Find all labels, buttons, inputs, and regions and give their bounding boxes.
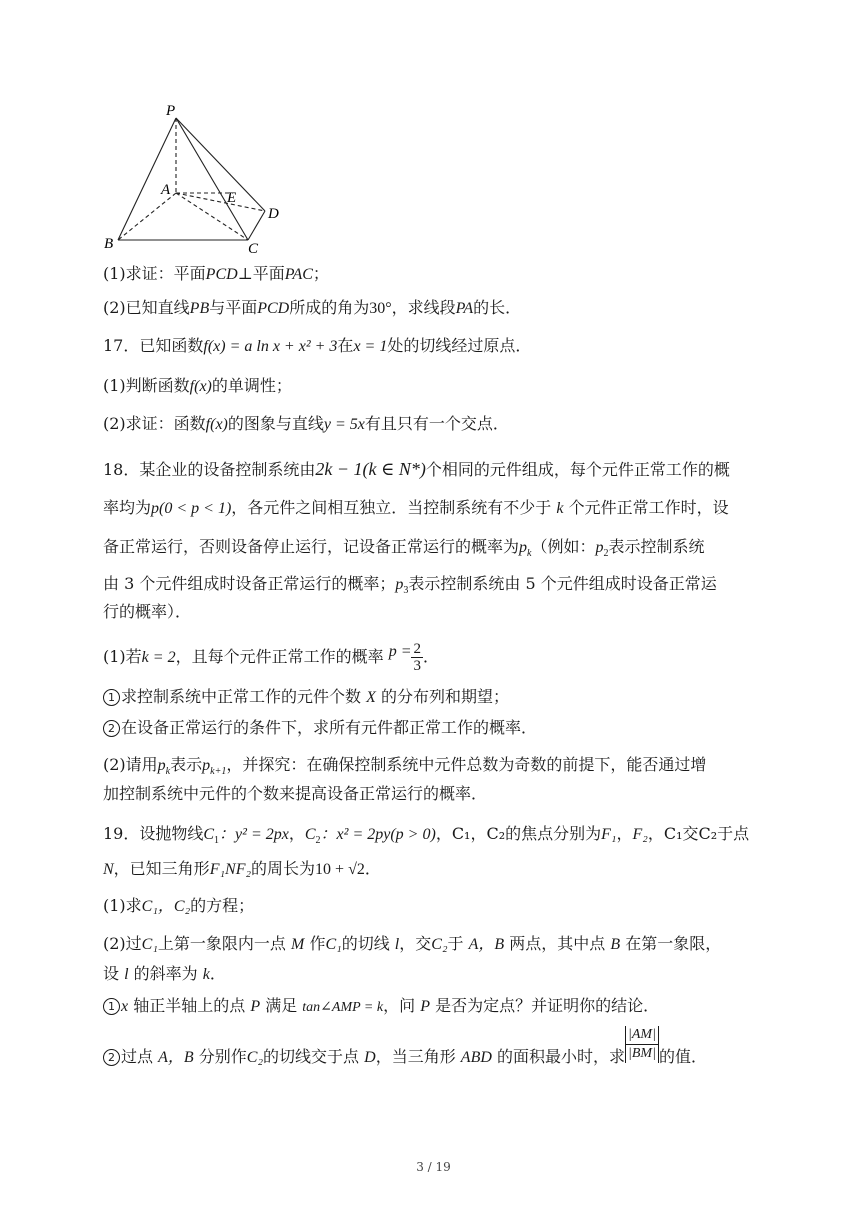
q19-line2: N，已知三角形F₁NF₂的周长为10 + √2． bbox=[103, 859, 381, 878]
q18-line8: 2 在设备正常运行的条件下，求所有元件都正常工作的概率． bbox=[103, 716, 777, 740]
q19-line5: 设 l 的斜率为 k． bbox=[103, 964, 226, 983]
q17-part1: (1)判断函数f(x)的单调性； bbox=[103, 376, 292, 395]
circled-number: 1 bbox=[103, 689, 120, 706]
q19-line4: (2)过C₁上第一象限内一点 M 作C₁的切线 l，交C₂于 A，B 两点，其中点 B 在第一象限， bbox=[103, 934, 722, 953]
edge-CD bbox=[248, 211, 265, 240]
fraction-am-bm: $\frac{|AM|}{|BM|}$ bbox=[625, 1026, 659, 1063]
edge-PC bbox=[176, 118, 248, 240]
q19-line6: 1 x 轴正半轴上的点 P 满足 tan∠AMP = k，问 P 是否为定点？并证明你的结论． bbox=[103, 994, 777, 1020]
q18-line7: 1 求控制系统中正常工作的元件个数 X 的分布列和期望； bbox=[103, 685, 777, 710]
q18-line4: 由 3 个元件组成时设备正常运行的概率；$p_3$表示控制系统由 5 个元件组成时设备正常运 bbox=[103, 574, 717, 597]
edge-PB bbox=[118, 118, 176, 240]
label-D: D bbox=[268, 206, 279, 222]
label-C: C bbox=[248, 241, 259, 257]
edge-PD bbox=[176, 118, 265, 211]
q18-line3: 备正常运行，否则设备停止运行，记设备正常运行的概率为$p_k$（例如：$p_2$表示控制系统 bbox=[103, 537, 705, 560]
q17-part2: (2)求证：函数f(x)的图象与直线y = 5x有且只有一个交点． bbox=[103, 414, 509, 433]
label-P: P bbox=[166, 103, 176, 119]
q18-line1: 18．某企业的设备控制系统由2k − 1(k ∈ N*)个相同的元件组成，每个元件正常工作的概 bbox=[103, 459, 730, 479]
fraction-two-thirds: $\frac{2}{3}$ bbox=[413, 641, 421, 674]
page-number: 3 / 19 bbox=[416, 1160, 451, 1174]
q18-line9: (2)请用$p_k$表示$p_{k+1}$，并探究：在确保控制系统中元件总数为奇数的前提下，能否通过增 bbox=[103, 755, 707, 778]
q16-part1: (1)求证：平面PCD⊥平面PAC； bbox=[103, 264, 329, 283]
circled-number: 2 bbox=[103, 1049, 120, 1066]
circled-number: 1 bbox=[103, 998, 120, 1015]
edge-AB bbox=[118, 193, 176, 240]
label-A: A bbox=[161, 182, 171, 198]
q18-line6: (1)若k = 2，且每个元件正常工作的概率 p = $\frac{2}{3}$ ． bbox=[103, 641, 439, 674]
q18-line10: 加控制系统中元件的个数来提高设备正常运行的概率． bbox=[103, 784, 488, 803]
q19-line7: 2 过点 A，B 分别作C₂的切线交于点 D，当三角形 ABD 的面积最小时，求 $\frac{|AM|}{|BM|}$ 的值． bbox=[103, 1045, 777, 1070]
pyramid-figure bbox=[0, 0, 867, 260]
q18-line2: 率均为p(0 < p < 1)，各元件之间相互独立．当控制系统有不少于 k 个元件正常工作时，设 bbox=[103, 498, 729, 517]
q17-stem: 17．已知函数f(x) = a ln x + x² + 3在x = 1处的切线经过原点． bbox=[103, 336, 532, 355]
q19-line1: 19．设抛物线$C_1$：y² = 2px，$C_2$：x² = 2py(p > 0)，C₁，C₂的焦点分别为F₁，F₂，C₁交C₂于点 bbox=[103, 824, 750, 847]
circled-number: 2 bbox=[103, 720, 120, 737]
q16-part2: (2)已知直线PB与平面PCD所成的角为30°，求线段PA的长． bbox=[103, 298, 522, 317]
label-E: E bbox=[227, 190, 237, 206]
q18-line5: 行的概率）． bbox=[103, 602, 192, 621]
q19-line3: (1)求C₁，C₂的方程； bbox=[103, 896, 255, 915]
label-B: B bbox=[104, 236, 114, 252]
